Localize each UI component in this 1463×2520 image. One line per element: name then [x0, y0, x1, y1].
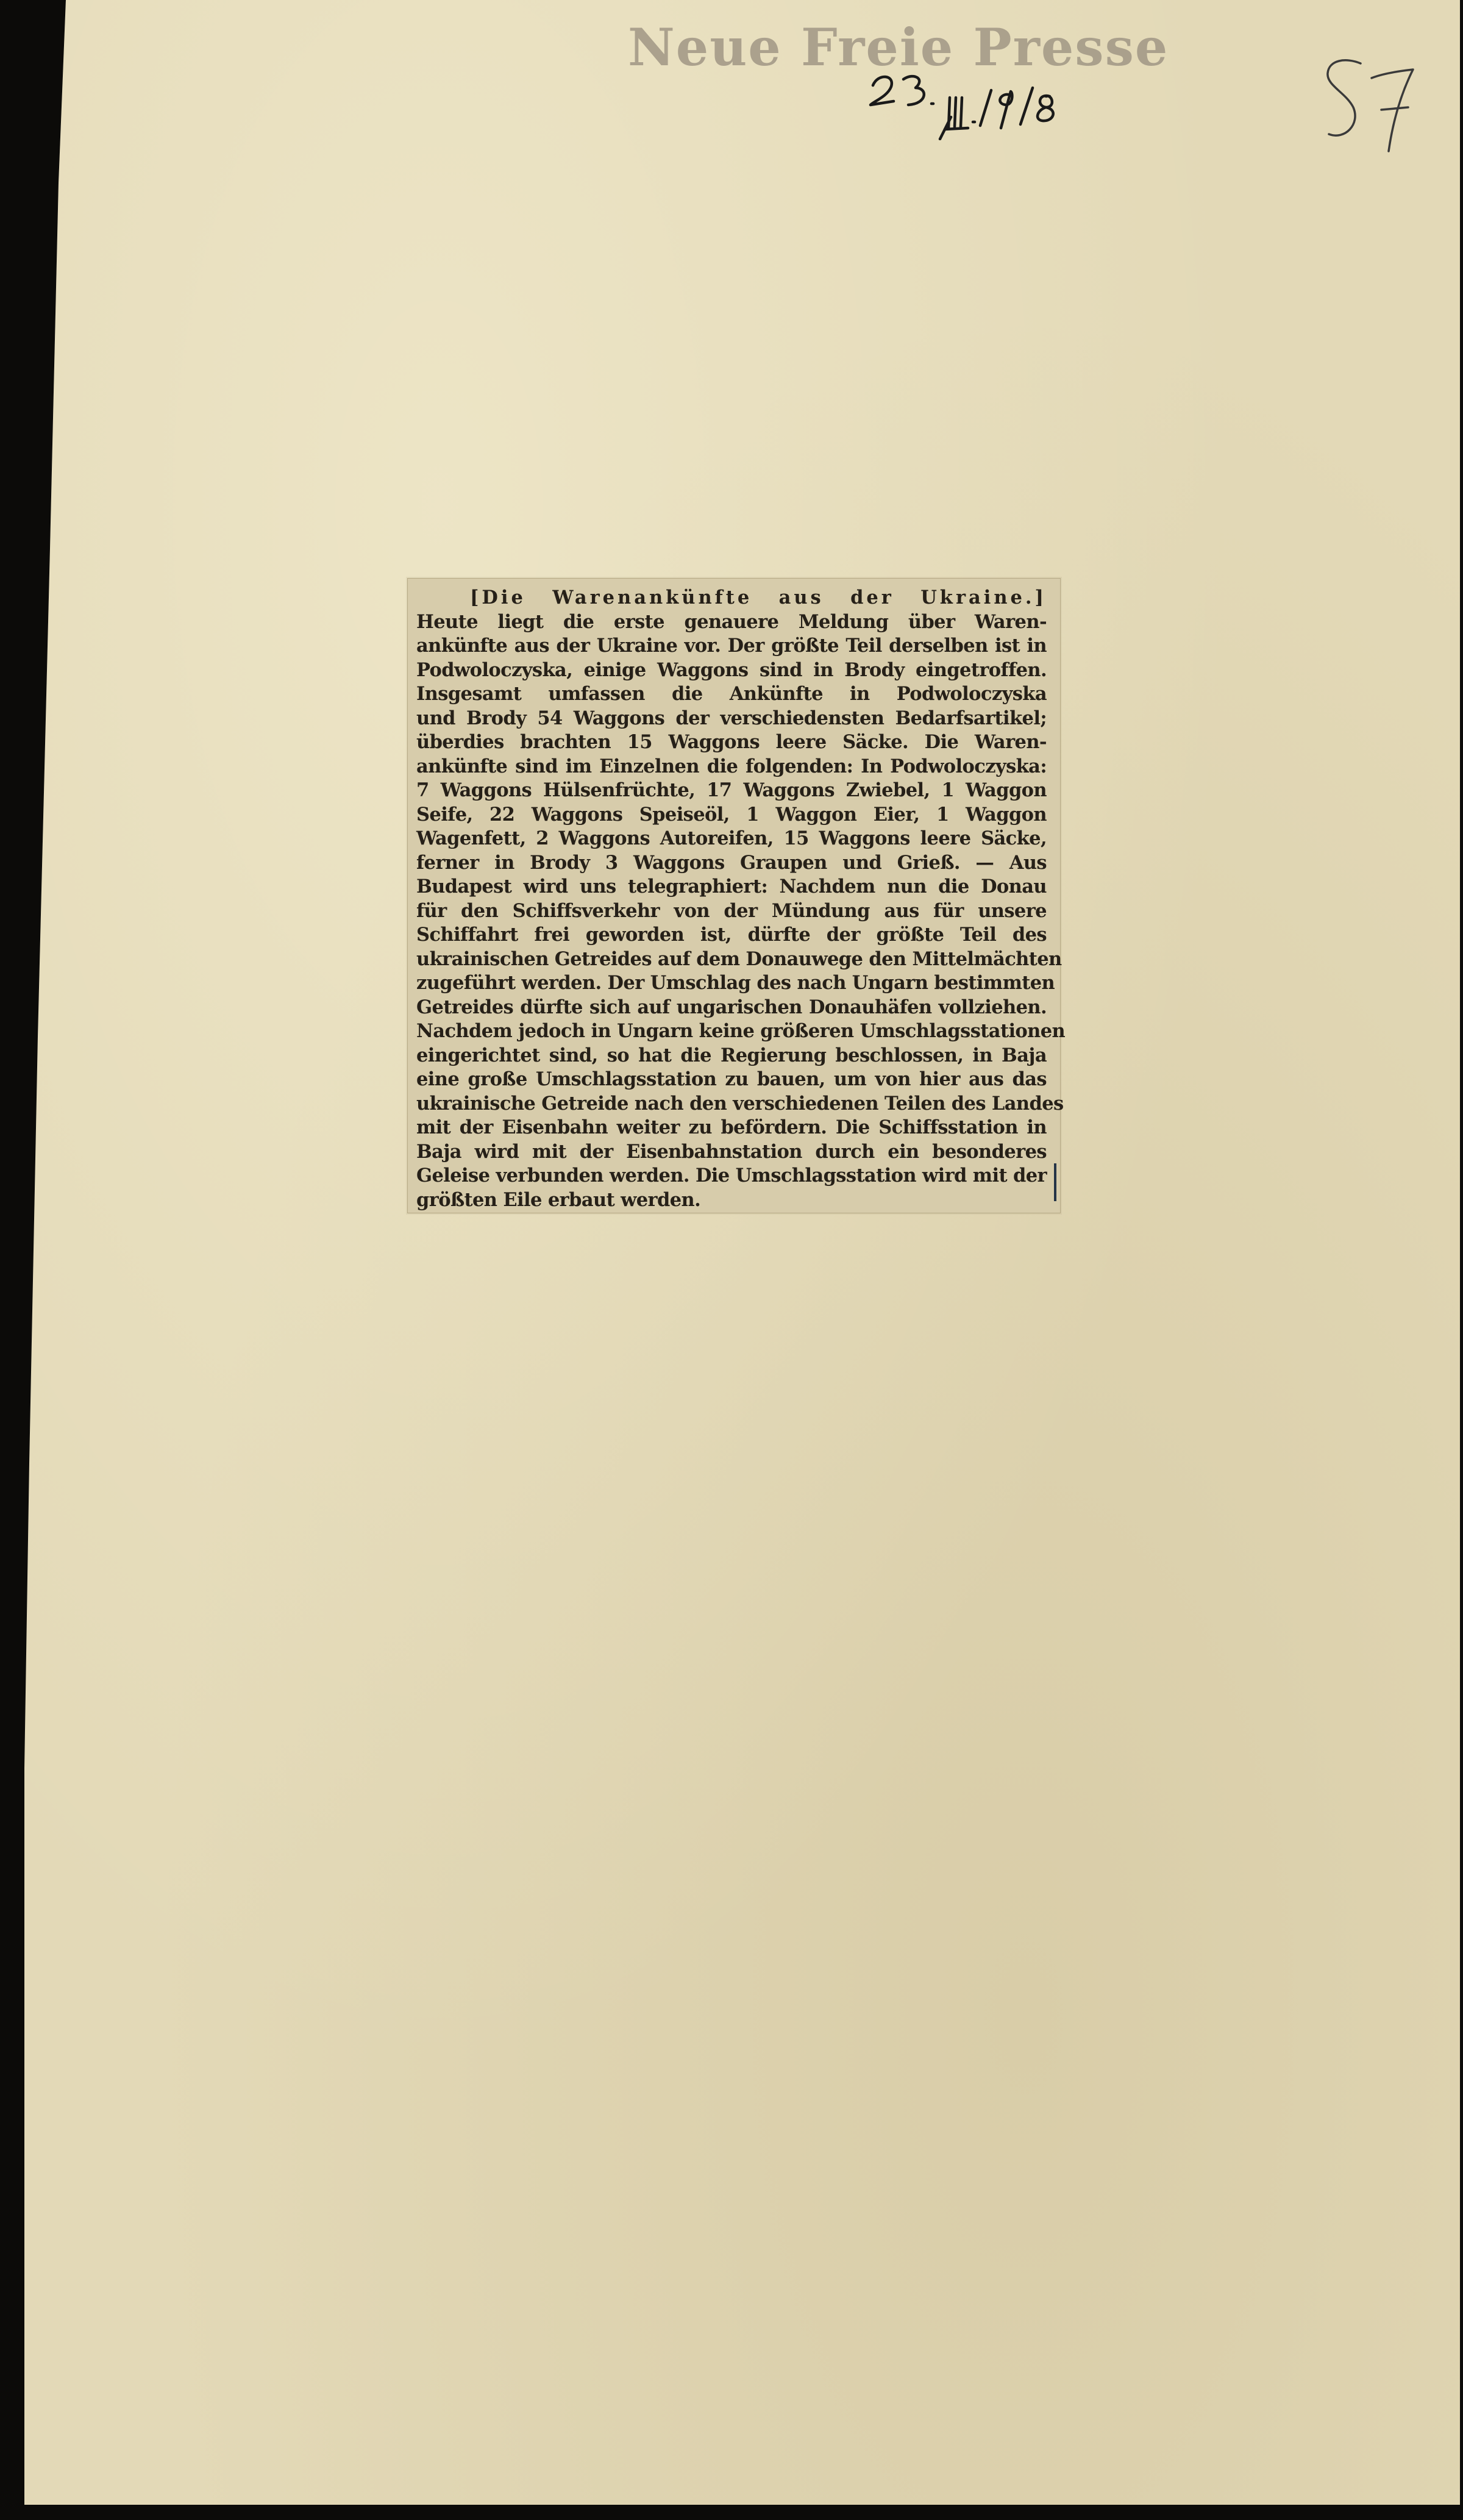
- article-line: mit der Eisenbahn weiter zu befördern. Die Schiffsstation in: [416, 1116, 1047, 1138]
- article-line: ukrainischen Getreides auf dem Donauwege den Mittelmächten: [416, 948, 1062, 970]
- article-line: ankünfte sind im Einzelnen die folgenden: In Podwoloczyska:: [416, 755, 1047, 777]
- column-rule: [1054, 1163, 1056, 1201]
- article-line: eingerichtet sind, so hat die Regierung beschlossen, in Baja: [416, 1044, 1047, 1066]
- article-line: überdies brachten 15 Waggons leere Säcke. Die Waren-: [416, 731, 1047, 753]
- article-line: ukrainische Getreide nach den verschiedenen Teilen des Landes: [416, 1092, 1064, 1115]
- newspaper-stamp: Neue Freie Presse: [628, 17, 1169, 77]
- article-line: Geleise verbunden werden. Die Umschlagsstation wird mit der: [416, 1165, 1047, 1187]
- newspaper-clipping: [407, 578, 1066, 1213]
- article-line: zugeführt werden. Der Umschlag des nach Ungarn bestimmten: [416, 972, 1055, 994]
- handwritten-date: [860, 61, 1091, 140]
- article-line: 7 Waggons Hülsenfrüchte, 17 Waggons Zwiebel, 1 Waggon: [416, 779, 1047, 801]
- article-line: Heute liegt die erste genauere Meldung über Waren-: [416, 610, 1047, 633]
- article-line: und Brody 54 Waggons der verschiedensten Bedarfsartikel;: [416, 707, 1047, 729]
- handwritten-sheet-number: [1311, 49, 1426, 159]
- article-line: Budapest wird uns telegraphiert: Nachdem nun die Donau: [416, 876, 1047, 898]
- article-line: Nachdem jedoch in Ungarn keine größeren Umschlagsstationen: [416, 1020, 1066, 1042]
- article-line: ferner in Brody 3 Waggons Graupen und Grieß. — Aus: [416, 851, 1047, 874]
- article-line: Baja wird mit der Eisenbahnstation durch ein besonderes: [416, 1140, 1047, 1163]
- article-line: größten Eile erbaut werden.: [416, 1188, 701, 1211]
- article-line: Seife, 22 Waggons Speiseöl, 1 Waggon Eier, 1 Waggon: [416, 803, 1047, 826]
- article-line: Getreides dürfte sich auf ungarischen Donauhäfen vollziehen.: [416, 996, 1047, 1018]
- article-line: ankünfte aus der Ukraine vor. Der größte Teil derselben ist in: [416, 635, 1047, 657]
- article-headline: [Die Warenankünfte aus der Ukraine.]: [470, 587, 1047, 609]
- article-line: Insgesamt umfassen die Ankünfte in Podwoloczyska: [416, 683, 1047, 705]
- article-line: Schiffahrt frei geworden ist, dürfte der größte Teil des: [416, 924, 1047, 946]
- article-line: für den Schiffsverkehr von der Mündung aus für unsere: [416, 899, 1047, 922]
- article-line: eine große Umschlagsstation zu bauen, um von hier aus das: [416, 1068, 1047, 1090]
- article-line: Wagenfett, 2 Waggons Autoreifen, 15 Waggons leere Säcke,: [416, 827, 1047, 849]
- article-line: Podwoloczyska, einige Waggons sind in Brody eingetroffen.: [416, 659, 1047, 681]
